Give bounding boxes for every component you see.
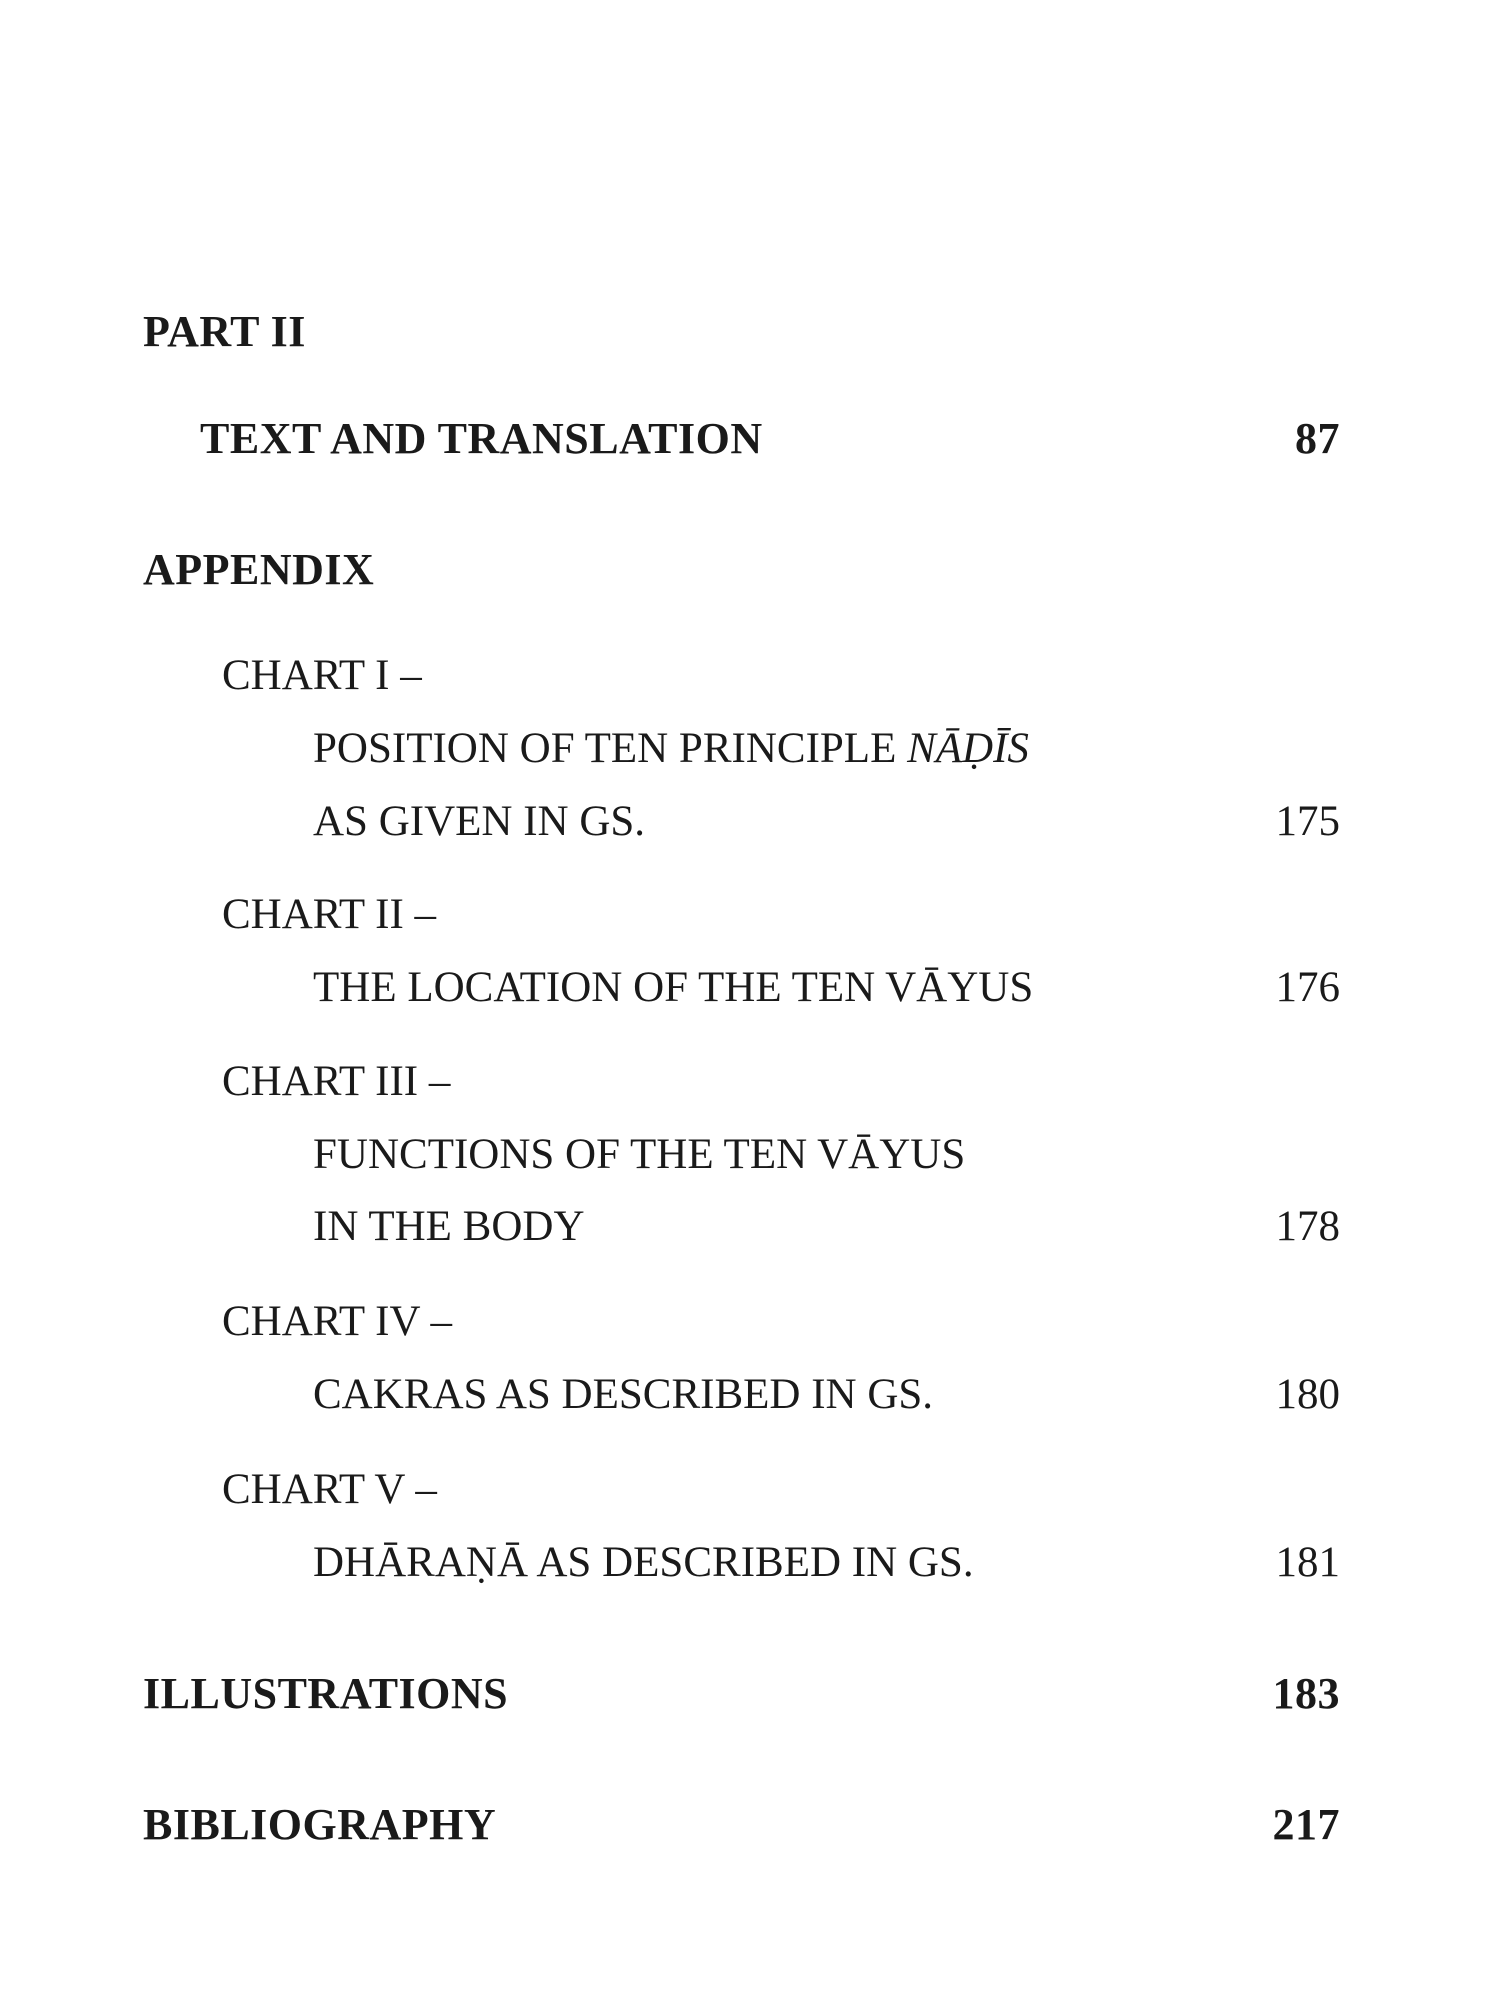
- chart-label: CHART II –: [222, 891, 437, 938]
- bibliography-title: BIBLIOGRAPHY: [143, 1800, 497, 1849]
- chart-label: CHART I –: [222, 652, 422, 699]
- illustrations-page: 183: [1272, 1669, 1340, 1718]
- chart-page: 181: [1275, 1539, 1340, 1586]
- chart-title-line: AS GIVEN IN GS.: [313, 798, 646, 845]
- chart-page: 176: [1275, 964, 1340, 1011]
- chart-title-text: POSITION OF TEN PRINCIPLE: [313, 725, 908, 772]
- toc-entry-page: 87: [1295, 414, 1340, 463]
- chart-page: 178: [1275, 1203, 1340, 1250]
- chart-title-italic-term: NĀḌĪS: [907, 725, 1029, 772]
- chart-label: CHART IV –: [222, 1298, 452, 1345]
- chart-title-line: THE LOCATION OF THE TEN VĀYUS: [313, 964, 1034, 1011]
- chart-label: CHART III –: [222, 1058, 451, 1105]
- appendix-heading: APPENDIX: [143, 545, 375, 594]
- chart-title-line: IN THE BODY: [313, 1203, 585, 1250]
- part-heading: PART II: [143, 307, 306, 356]
- chart-title-line: FUNCTIONS OF THE TEN VĀYUS: [313, 1131, 966, 1178]
- illustrations-title: ILLUSTRATIONS: [143, 1669, 509, 1718]
- bibliography-page: 217: [1272, 1800, 1340, 1849]
- chart-label: CHART V –: [222, 1466, 437, 1513]
- chart-title-line: CAKRAS AS DESCRIBED IN GS.: [313, 1371, 934, 1418]
- chart-page: 180: [1275, 1371, 1340, 1418]
- toc-entry-title: TEXT AND TRANSLATION: [200, 414, 763, 463]
- chart-title-line: DHĀRAṆĀ AS DESCRIBED IN GS.: [313, 1539, 974, 1586]
- chart-page: 175: [1275, 798, 1340, 845]
- chart-title-line: [313, 727, 1029, 770]
